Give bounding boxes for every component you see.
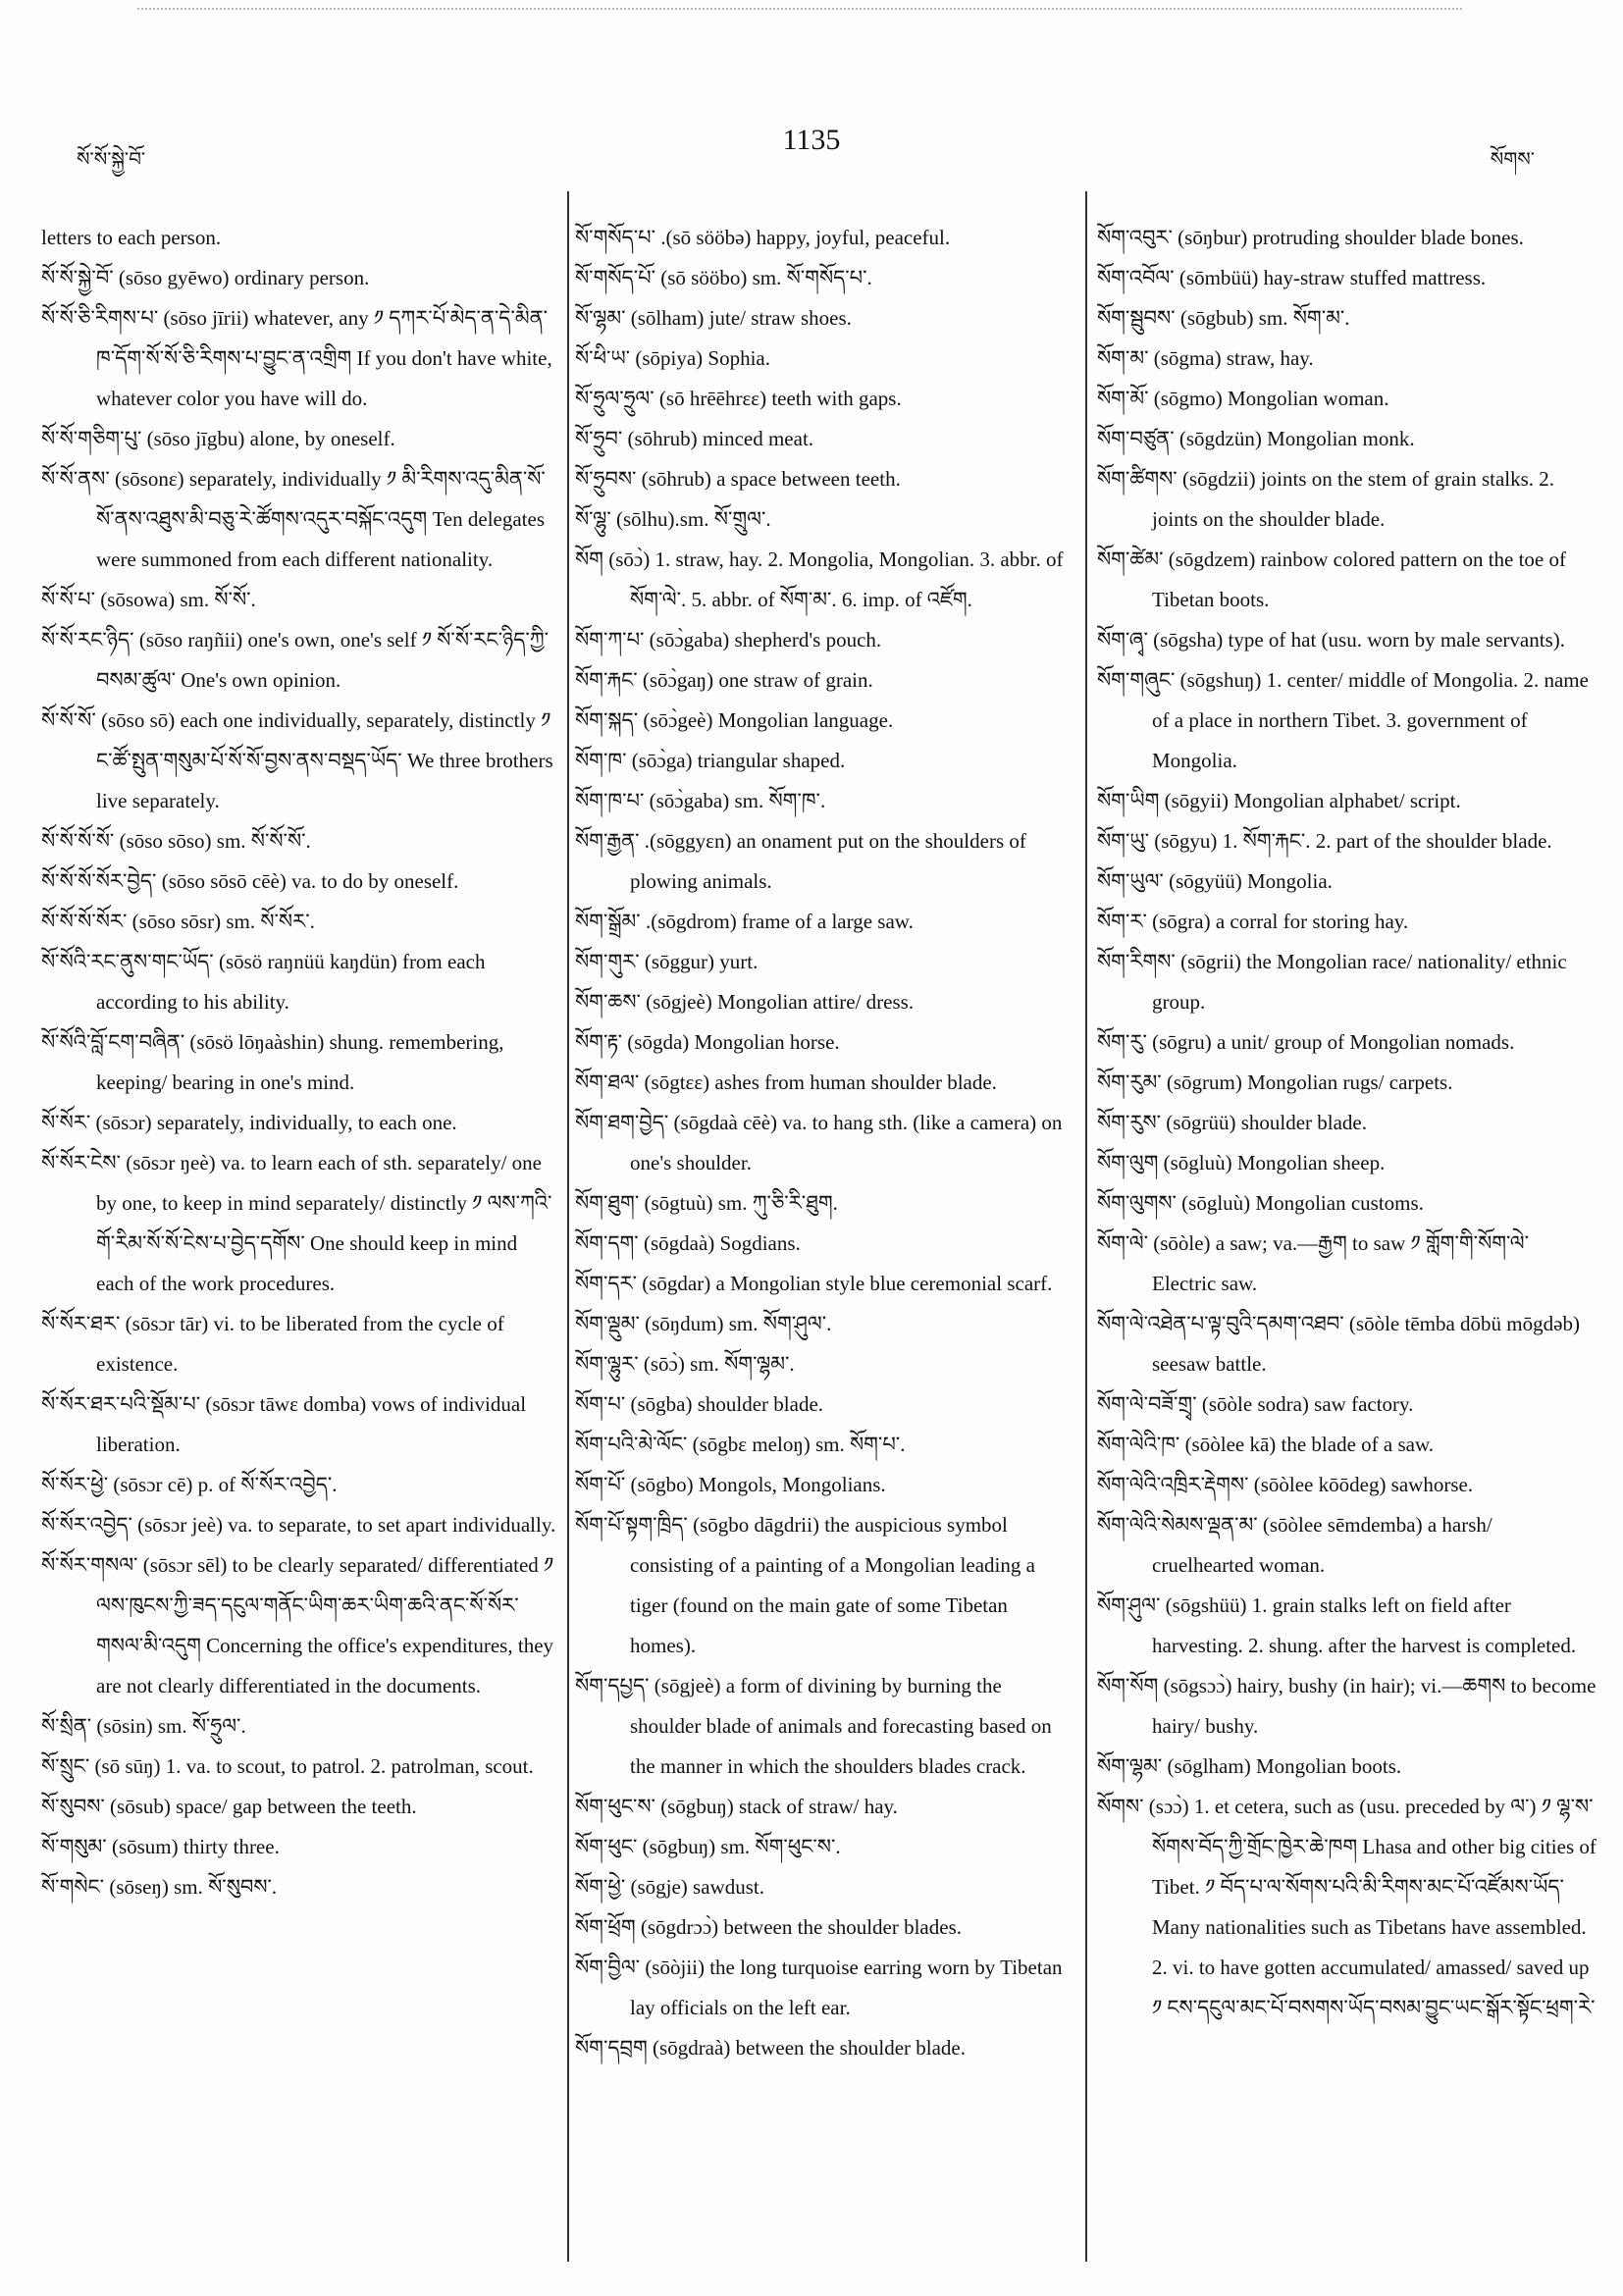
dictionary-entry: སོ་སོར་ཐར་པའི་སྡོམ་པ་ (sōsɔr tāwε domba) vows of individual liberation. xyxy=(41,1392,527,1456)
dictionary-entry: སོག་ལེའི་ཁ་ (sōòlee kā) the blade of a saw. xyxy=(1097,1433,1435,1456)
dictionary-entry: སོ་སོར་ཕྱེ་ (sōsɔr cē) p. of སོ་སོར་འབྱེད་. xyxy=(41,1473,338,1496)
column-3 xyxy=(1097,218,1597,2028)
dictionary-entry: སོ་ཕི་ཡ་ (sōpiya) Sophia. xyxy=(575,346,770,370)
dictionary-entry: སོ་ཧྲུབས་ (sōhrub) a space between teeth. xyxy=(575,467,901,491)
dictionary-entry: སོ་སོར་ངེས་ (sōsɔr ŋeè) va. to learn each of sth. separately/ one by one, to keep in mind separately/ distinctly ༡ ལས་ཀའི་གོ་རིམ་སོ་སོ་ངེས་པ་བྱེད་དགོས་ One should keep in mind each of the work procedures. xyxy=(41,1151,552,1295)
dictionary-entry: སོག་ཞྭ་ (sōgsha) type of hat (usu. worn by male servants). xyxy=(1097,628,1565,652)
column-divider-1 xyxy=(567,191,569,2262)
dictionary-entry: སོག་པ་ (sōgba) shoulder blade. xyxy=(575,1392,824,1416)
dictionary-entry: སོག་སྒྲོམ་ .(sōgdrom) frame of a large saw. xyxy=(575,910,914,933)
dictionary-entry: སོག་ལེ་འཐེན་པ་ལྟ་བུའི་དམག་འཐབ་ (sōòle tēmba dōbü mōgdəb) seesaw battle. xyxy=(1097,1312,1580,1376)
dictionary-entry: སོ་གསེང་ (sōseŋ) sm. སོ་སུབས་. xyxy=(41,1875,278,1899)
dictionary-entry: སོག་རིགས་ (sōgrii) the Mongolian race/ nationality/ ethnic group. xyxy=(1097,950,1567,1014)
dictionary-entry: སོག་རུམ་ (sōgrum) Mongolian rugs/ carpets. xyxy=(1097,1070,1453,1094)
dictionary-entry: སོག་ཡུ་ (sōgyu) 1. སོག་རྐང་. 2. part of the shoulder blade. xyxy=(1097,829,1552,853)
dictionary-entry: སོ་སུབས་ (sōsub) space/ gap between the teeth. xyxy=(41,1795,417,1818)
dictionary-entry: སོག་ཁ་ (sōɔ̀ga) triangular shaped. xyxy=(575,749,846,772)
dictionary-entry: སོ་སོ་རང་ཉིད་ (sōso raŋñii) one's own, one's self ༡ སོ་སོ་རང་ཉིད་ཀྱི་བསམ་ཚུལ་ One's own opinion. xyxy=(41,628,550,692)
dictionary-entry: སོག་བཙུན་ (sōgdzün) Mongolian monk. xyxy=(1097,427,1415,450)
dictionary-entry: སོག་ཤུལ་ (sōgshüü) 1. grain stalks left on field after harvesting. 2. shung. after the harvest is completed. xyxy=(1097,1593,1577,1657)
column-1 xyxy=(41,218,557,1907)
dictionary-entry: སོ་ལྷམ་ (sōlham) jute/ straw shoes. xyxy=(575,306,852,330)
dictionary-entry: སོག་འབུར་ (sōŋbur) protruding shoulder blade bones. xyxy=(1097,226,1524,249)
dictionary-entry: སོ་ལྷུ་ (sōlhu).sm. སོ་གྲུལ་. xyxy=(575,507,771,531)
dictionary-entry: སོག་རྟ་ (sōgda) Mongolian horse. xyxy=(575,1030,840,1054)
dictionary-entry: སོ་ཧྲུལ་ཧྲུལ་ (sō hrēēhrεε) teeth with gaps. xyxy=(575,387,902,410)
dictionary-entry: སོག་ཚིགས་ (sōgdzii) joints on the stem of grain stalks. 2. joints on the shoulder blade. xyxy=(1097,467,1555,531)
dictionary-entry: སོག་དར་ (sōgdar) a Mongolian style blue ceremonial scarf. xyxy=(575,1272,1053,1295)
dictionary-entry: སོག་ལྷམ་ (sōglham) Mongolian boots. xyxy=(1097,1754,1402,1778)
dictionary-entry: སོ་སོ་གཅིག་པུ་ (sōso jīgbu) alone, by oneself. xyxy=(41,427,395,450)
dictionary-entry: སོག་ལེའི་འཁྲིར་རྡེགས་ (sōòlee kōōdeg) sawhorse. xyxy=(1097,1473,1474,1496)
dictionary-entry: སོ་སོ་སྐྱེ་བོ་ (sōso gyēwo) ordinary person. xyxy=(41,266,370,289)
dictionary-entry: སོ་སོ་ཅི་རིགས་པ་ (sōso jīrii) whatever, any ༡ དཀར་པོ་མེད་ན་དེ་མིན་ཁ་དོག་སོ་སོ་ཅི་རིགས་པ་བྱུང་ན་འགྲིག If you don't have white, whatever color you have will do. xyxy=(41,306,552,410)
running-header-left: སོ་སོ་སྐྱེ་བོ་ xyxy=(77,147,146,171)
dictionary-entry: སོ་སོ་ནས་ (sōsonε) separately, individually ༡ མི་རིགས་འདུ་མིན་སོ་སོ་ནས་འཐུས་མི་བཅུ་རེ་ཚོགས་འདུར་བསྐོང་འདུག Ten delegates were summoned from each different nationality. xyxy=(41,467,546,571)
dictionary-entry: letters to each person. xyxy=(41,226,222,249)
dictionary-entry: སོག་གཞུང་ (sōgshuŋ) 1. center/ middle of Mongolia. 2. name of a place in northern Tibet. 3. government of Mongolia. xyxy=(1097,668,1589,772)
dictionary-entry: སོག་པོ་ (sōgbo) Mongols, Mongolians. xyxy=(575,1473,886,1496)
dictionary-entry: སོ་སོ་སོ་ (sōso sō) each one individually, separately, distinctly ༡ ང་ཚོ་སྤུན་གསུམ་པོ་སོ་སོ་བྱས་ནས་བསྡད་ཡོད་ We three brothers live separately. xyxy=(41,708,553,812)
dictionary-entry: སོག་ལུགས་ (sōgluù) Mongolian customs. xyxy=(1097,1191,1424,1215)
dictionary-entry: སོ་སོར་ (sōsɔr) separately, individually, to each one. xyxy=(41,1111,457,1134)
dictionary-entry: སོག་རུ་ (sōgru) a unit/ group of Mongolian nomads. xyxy=(1097,1030,1515,1054)
column-divider-2 xyxy=(1085,191,1087,2262)
dictionary-entry: སོག་དག་ (sōgdaà) Sogdians. xyxy=(575,1231,801,1255)
dictionary-entry: སོག་ལྷུར་ (sōɔ̀) sm. སོག་ལྷམ་. xyxy=(575,1352,795,1376)
dictionary-entry: སོག་ཐུག་ (sōgtuù) sm. ཀུ་ཅི་རི་ཐུག. xyxy=(575,1191,838,1215)
scan-edge-artifact xyxy=(137,8,1462,12)
dictionary-entry: སོག་དཔྱད་ (sōgjeè) a form of divining by burning the shoulder blade of animals and forecasting based on the manner in which the shoulders blades crack. xyxy=(575,1674,1052,1778)
column-2 xyxy=(575,218,1073,2068)
dictionary-entry: སོ་སོ་སོ་སོར་བྱེད་ (sōso sōsō cēè) va. to do by oneself. xyxy=(41,869,459,893)
dictionary-entry: སོག་མ་ (sōgma) straw, hay. xyxy=(1097,346,1314,370)
dictionary-entry: སོ་སོར་འབྱེད་ (sōsɔr jeè) va. to separate, to set apart individually. xyxy=(41,1513,556,1537)
dictionary-entry: སོག་ཐལ་ (sōgtεε) ashes from human shoulder blade. xyxy=(575,1070,997,1094)
dictionary-entry: སོག་ཕྲོག (sōgdrɔɔ̀) between the shoulder blades. xyxy=(575,1915,962,1939)
dictionary-entry: སོ་གསུམ་ (sōsum) thirty three. xyxy=(41,1835,280,1858)
dictionary-entry: སོག་ལེ་བཟོ་གྲྭ་ (sōòle sodra) saw factory. xyxy=(1097,1392,1414,1416)
dictionary-entry: སོག་ཡིག (sōgyii) Mongolian alphabet/ script. xyxy=(1097,789,1461,812)
dictionary-entry: སོ་སོའི་བློ་ངག་བཞིན་ (sōsö lōŋaàshin) shung. remembering, keeping/ bearing in one's mind. xyxy=(41,1030,504,1094)
dictionary-entry: སོགས་ (sɔɔ̀) 1. et cetera, such as (usu. preceded by ལ་) ༡ ལྷ་ས་སོགས་བོད་ཀྱི་གྲོང་ཁྱེར་ཆེ་ཁག Lhasa and other big cities of Tibet. ༡ བོད་པ་ལ་སོགས་པའི་མི་རིགས་མང་པོ་འཛོམས་ཡོད་ Many nationalities such as Tibetans have assembled. 2. vi. to have gotten accumulated/ amassed/ saved up ༡ ངས་དངུལ་མང་པོ་བསགས་ཡོད་བསམ་བྱུང་ཡང་སྒོར་སྟོང་ཕྲག་རེ་ xyxy=(1097,1795,1597,2019)
dictionary-entry: སོག་བྱིལ་ (sōòjii) the long turquoise earring worn by Tibetan lay officials on the left ear. xyxy=(575,1956,1063,2019)
dictionary-entry: སོག་ཡུལ་ (sōgyüü) Mongolia. xyxy=(1097,869,1333,893)
dictionary-entry: སོག་པོ་སྟག་ཁྲིད་ (sōgbo dāgdrii) the auspicious symbol consisting of a painting of a Mongolian leading a tiger (found on the main gate of some Tibetan homes). xyxy=(575,1513,1035,1657)
dictionary-entry: སོག་འབོལ་ (sōmbüü) hay-straw stuffed mattress. xyxy=(1097,266,1487,289)
dictionary-entry: སོག་སོག (sōgsɔɔ̀) hairy, bushy (in hair); vi.—ཆགས to become hairy/ bushy. xyxy=(1097,1674,1597,1738)
dictionary-entry: སོག་ཚེམ་ (sōgdzem) rainbow colored pattern on the toe of Tibetan boots. xyxy=(1097,548,1566,611)
dictionary-entry: སོ་ཧྲུབ་ (sōhrub) minced meat. xyxy=(575,427,814,450)
dictionary-entry: སོ་སྲིན་ (sōsin) sm. སོ་ཧྲུལ་. xyxy=(41,1714,246,1738)
dictionary-entry: སོག་དབྲག (sōgdraà) between the shoulder blade. xyxy=(575,2036,966,2060)
dictionary-entry: སོག་ཕྱེ་ (sōgje) sawdust. xyxy=(575,1875,764,1899)
dictionary-entry: སོག་རྐང་ (sōɔ̀gaŋ) one straw of grain. xyxy=(575,668,873,692)
dictionary-entry: སོག་ཀ་པ་ (sōɔ̀gaba) shepherd's pouch. xyxy=(575,628,882,652)
dictionary-entry: སོག་པའི་མེ་ལོང་ (sōgbε meloŋ) sm. སོག་པ་. xyxy=(575,1433,906,1456)
dictionary-entry: སོག་ཁ་པ་ (sōɔ̀gaba) sm. སོག་ཁ་. xyxy=(575,789,826,812)
dictionary-entry: སོག་རྒྱན་ .(sōggyεn) an onament put on the shoulders of plowing animals. xyxy=(575,829,1026,893)
dictionary-entry: སོ་གསོད་པ་ .(sō sööbə) happy, joyful, peaceful. xyxy=(575,226,951,249)
dictionary-entry: སོག་མོ་ (sōgmo) Mongolian woman. xyxy=(1097,387,1389,410)
dictionary-entry: སོག་ལུག (sōgluù) Mongolian sheep. xyxy=(1097,1151,1386,1174)
dictionary-entry: སོག་ལེའི་སེམས་ལྡན་མ་ (sōòlee sēmdemba) a harsh/ cruelhearted woman. xyxy=(1097,1513,1492,1577)
page-number: 1135 xyxy=(782,124,841,156)
dictionary-entry: སོག་ལྡུམ་ (sōŋdum) sm. སོག་ཤུལ་. xyxy=(575,1312,832,1335)
dictionary-entry: སོག་ར་ (sōgra) a corral for storing hay. xyxy=(1097,910,1409,933)
dictionary-entry: སོག་གུར་ (sōggur) yurt. xyxy=(575,950,759,973)
dictionary-entry: སོག་སྦུབས་ (sōgbub) sm. སོག་མ་. xyxy=(1097,306,1350,330)
dictionary-entry: སོ་སོར་གསལ་ (sōsɔr sēl) to be clearly separated/ differentiated ༡ ལས་ཁུངས་ཀྱི་ཟད་དངུལ་གནོང་ཡིག་ཆར་ཡིག་ཆའི་ནང་སོ་སོར་གསལ་མི་འདུག Concerning the office's expenditures, they are not clearly differentiated in the documents. xyxy=(41,1553,554,1697)
dictionary-entry: སོག་ཐག་བྱེད་ (sōgdaà cēè) va. to hang sth. (like a camera) on one's shoulder. xyxy=(575,1111,1063,1174)
dictionary-entry: སོག་ཕུང་ས་ (sōgbuŋ) stack of straw/ hay. xyxy=(575,1795,898,1818)
running-header-right: སོགས་ xyxy=(1490,147,1535,171)
dictionary-entry: སོག་ཕུང་ (sōgbuŋ) sm. སོག་ཕུང་ས་. xyxy=(575,1835,841,1858)
dictionary-entry: སོ་སོ་པ་ (sōsowa) sm. སོ་སོ་. xyxy=(41,588,256,611)
dictionary-entry: སོ་སོར་ཐར་ (sōsɔr tār) vi. to be liberated from the cycle of existence. xyxy=(41,1312,504,1376)
dictionary-entry: སོག་སྐད་ (sōɔ̀geè) Mongolian language. xyxy=(575,708,894,732)
dictionary-entry: སོ་གསོད་པོ་ (sō sööbo) sm. སོ་གསོད་པ་. xyxy=(575,266,872,289)
dictionary-entry: སོ་སྲུང་ (sō sūŋ) 1. va. to scout, to patrol. 2. patrolman, scout. xyxy=(41,1754,534,1778)
dictionary-entry: སོ་སོ་སོ་སོར་ (sōso sōsr) sm. སོ་སོར་. xyxy=(41,910,315,933)
dictionary-entry: སོ་སོ་སོ་སོ་ (sōso sōso) sm. སོ་སོ་སོ་. xyxy=(41,829,311,853)
dictionary-entry: སོ་སོའི་རང་ནུས་གང་ཡོད་ (sōsö raŋnüü kaŋdün) from each according to his ability. xyxy=(41,950,486,1014)
dictionary-entry: སོག་ཆས་ (sōgjeè) Mongolian attire/ dress. xyxy=(575,990,915,1014)
dictionary-entry: སོག་ལེ་ (sōòle) a saw; va.—རྒྱག to saw ༡ གློག་གི་སོག་ལེ་ Electric saw. xyxy=(1097,1231,1530,1295)
dictionary-entry: སོག (sōɔ̀) 1. straw, hay. 2. Mongolia, Mongolian. 3. abbr. of སོག་ལེ་. 5. abbr. of སོག་མ་. 6. imp. of འཛོག. xyxy=(575,548,1064,611)
dictionary-entry: སོག་རུས་ (sōgrüü) shoulder blade. xyxy=(1097,1111,1367,1134)
